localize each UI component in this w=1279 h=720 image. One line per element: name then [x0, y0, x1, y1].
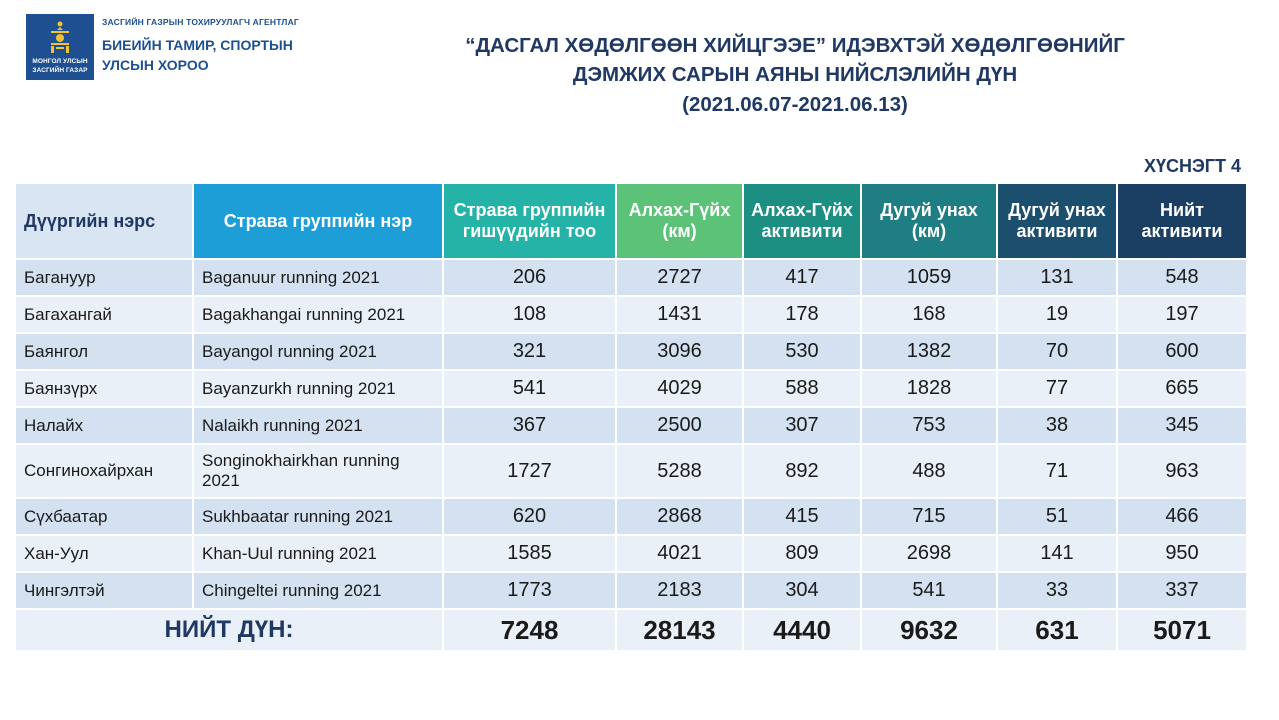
district-cell: Сүхбаатар [16, 499, 192, 534]
members-cell: 108 [444, 297, 615, 332]
bike-km-cell: 168 [862, 297, 996, 332]
header-bike-km: Дугуй унах (км) [862, 184, 996, 258]
group-cell: Bagakhangai running 2021 [194, 297, 442, 332]
total-activity-cell: 345 [1118, 408, 1246, 443]
group-cell: Baganuur running 2021 [194, 260, 442, 295]
header-district: Дүүргийн нэрс [16, 184, 192, 258]
page-title-line2: ДЭМЖИХ САРЫН АЯНЫ НИЙСЛЭЛИЙН ДҮН [572, 63, 1018, 86]
members-cell: 1585 [444, 536, 615, 571]
walk-activity-cell: 417 [744, 260, 860, 295]
bike-km-cell: 715 [862, 499, 996, 534]
walk-activity-cell: 809 [744, 536, 860, 571]
logo-text-line2: ЗАСГИЙН ГАЗАР [32, 67, 88, 74]
soyombo-emblem-icon [48, 20, 72, 54]
bike-activity-cell: 77 [998, 371, 1116, 406]
header-strava-group: Страва группийн нэр [194, 184, 442, 258]
total-bike-activity-cell: 631 [998, 610, 1116, 650]
totals-row [16, 610, 1246, 650]
total-activity-cell: 665 [1118, 371, 1246, 406]
total-walk-km-cell: 28143 [617, 610, 742, 650]
walk-km-cell: 4029 [617, 371, 742, 406]
group-cell: Songinokhairkhan running 2021 [194, 445, 442, 497]
walk-km-cell: 2183 [617, 573, 742, 608]
total-activity-cell: 950 [1118, 536, 1246, 571]
walk-activity-cell: 178 [744, 297, 860, 332]
members-cell: 541 [444, 371, 615, 406]
walk-km-cell: 3096 [617, 334, 742, 369]
header-walk-km: Алхах-Гүйх (км) [617, 184, 742, 258]
walk-km-cell: 4021 [617, 536, 742, 571]
bike-activity-cell: 38 [998, 408, 1116, 443]
table-row [16, 371, 1246, 406]
header-total-activity: Нийт активити [1118, 184, 1246, 258]
bike-km-cell: 1828 [862, 371, 996, 406]
walk-activity-cell: 588 [744, 371, 860, 406]
table-row [16, 297, 1246, 332]
members-cell: 620 [444, 499, 615, 534]
walk-km-cell: 5288 [617, 445, 742, 497]
walk-km-cell: 2500 [617, 408, 742, 443]
results-table [14, 182, 1248, 652]
walk-activity-cell: 892 [744, 445, 860, 497]
group-cell: Chingeltei running 2021 [194, 573, 442, 608]
walk-activity-cell: 530 [744, 334, 860, 369]
members-cell: 1773 [444, 573, 615, 608]
walk-km-cell: 2868 [617, 499, 742, 534]
bike-activity-cell: 70 [998, 334, 1116, 369]
district-cell: Баянгол [16, 334, 192, 369]
group-cell: Khan-Uul running 2021 [194, 536, 442, 571]
bike-activity-cell: 141 [998, 536, 1116, 571]
total-activity-cell: 466 [1118, 499, 1246, 534]
bike-activity-cell: 19 [998, 297, 1116, 332]
bike-activity-cell: 71 [998, 445, 1116, 497]
table-row [16, 499, 1246, 534]
header-members: Страва группийн гишүүдийн тоо [444, 184, 615, 258]
bike-km-cell: 1382 [862, 334, 996, 369]
district-cell: Сонгинохайрхан [16, 445, 192, 497]
total-activity-cell: 600 [1118, 334, 1246, 369]
district-cell: Багахангай [16, 297, 192, 332]
table-number-label: ХҮСНЭГТ 4 [1143, 156, 1241, 176]
walk-km-cell: 1431 [617, 297, 742, 332]
agency-name-line1: БИЕИЙН ТАМИР, СПОРТЫН [102, 37, 293, 53]
group-cell: Nalaikh running 2021 [194, 408, 442, 443]
table-row [16, 334, 1246, 369]
district-cell: Багануур [16, 260, 192, 295]
header-bike-activity: Дугуй унах активити [998, 184, 1116, 258]
total-activity-cell: 197 [1118, 297, 1246, 332]
members-cell: 1727 [444, 445, 615, 497]
total-bike-km-cell: 9632 [862, 610, 996, 650]
group-cell: Bayanzurkh running 2021 [194, 371, 442, 406]
group-cell: Bayangol running 2021 [194, 334, 442, 369]
total-activity-cell: 5071 [1118, 610, 1246, 650]
total-activity-cell: 337 [1118, 573, 1246, 608]
total-activity-cell: 963 [1118, 445, 1246, 497]
members-cell: 321 [444, 334, 615, 369]
table-row [16, 260, 1246, 295]
table-header-row [16, 184, 1246, 258]
walk-activity-cell: 415 [744, 499, 860, 534]
bike-km-cell: 488 [862, 445, 996, 497]
total-walk-activity-cell: 4440 [744, 610, 860, 650]
walk-activity-cell: 304 [744, 573, 860, 608]
district-cell: Хан-Уул [16, 536, 192, 571]
members-cell: 367 [444, 408, 615, 443]
total-members-cell: 7248 [444, 610, 615, 650]
agency-name-line2: УЛСЫН ХОРОО [102, 57, 209, 73]
page-title-line1: “ДАСГАЛ ХӨДӨЛГӨӨН ХИЙЦГЭЭЕ” ИДЭВХТЭЙ ХӨДӨЛГӨӨНИЙГ [465, 34, 1125, 57]
total-activity-cell: 548 [1118, 260, 1246, 295]
bike-km-cell: 1059 [862, 260, 996, 295]
bike-km-cell: 753 [862, 408, 996, 443]
bike-activity-cell: 33 [998, 573, 1116, 608]
members-cell: 206 [444, 260, 615, 295]
walk-activity-cell: 307 [744, 408, 860, 443]
group-cell: Sukhbaatar running 2021 [194, 499, 442, 534]
table-row [16, 536, 1246, 571]
bike-activity-cell: 131 [998, 260, 1116, 295]
walk-km-cell: 2727 [617, 260, 742, 295]
bike-activity-cell: 51 [998, 499, 1116, 534]
table-row [16, 408, 1246, 443]
bike-km-cell: 541 [862, 573, 996, 608]
district-cell: Чингэлтэй [16, 573, 192, 608]
government-logo [26, 14, 94, 80]
district-cell: Баянзүрх [16, 371, 192, 406]
district-cell: Налайх [16, 408, 192, 443]
totals-label: НИЙТ ДҮН: [16, 610, 442, 650]
bike-km-cell: 2698 [862, 536, 996, 571]
header-walk-activity: Алхах-Гүйх активити [744, 184, 860, 258]
agency-subtitle: ЗАСГИЙН ГАЗРЫН ТОХИРУУЛАГЧ АГЕНТЛАГ [102, 17, 299, 27]
page-title-date-range: (2021.06.07-2021.06.13) [682, 93, 908, 116]
table-row [16, 573, 1246, 608]
logo-text-line1: МОНГОЛ УЛСЫН [32, 58, 88, 65]
table-row [16, 445, 1246, 497]
